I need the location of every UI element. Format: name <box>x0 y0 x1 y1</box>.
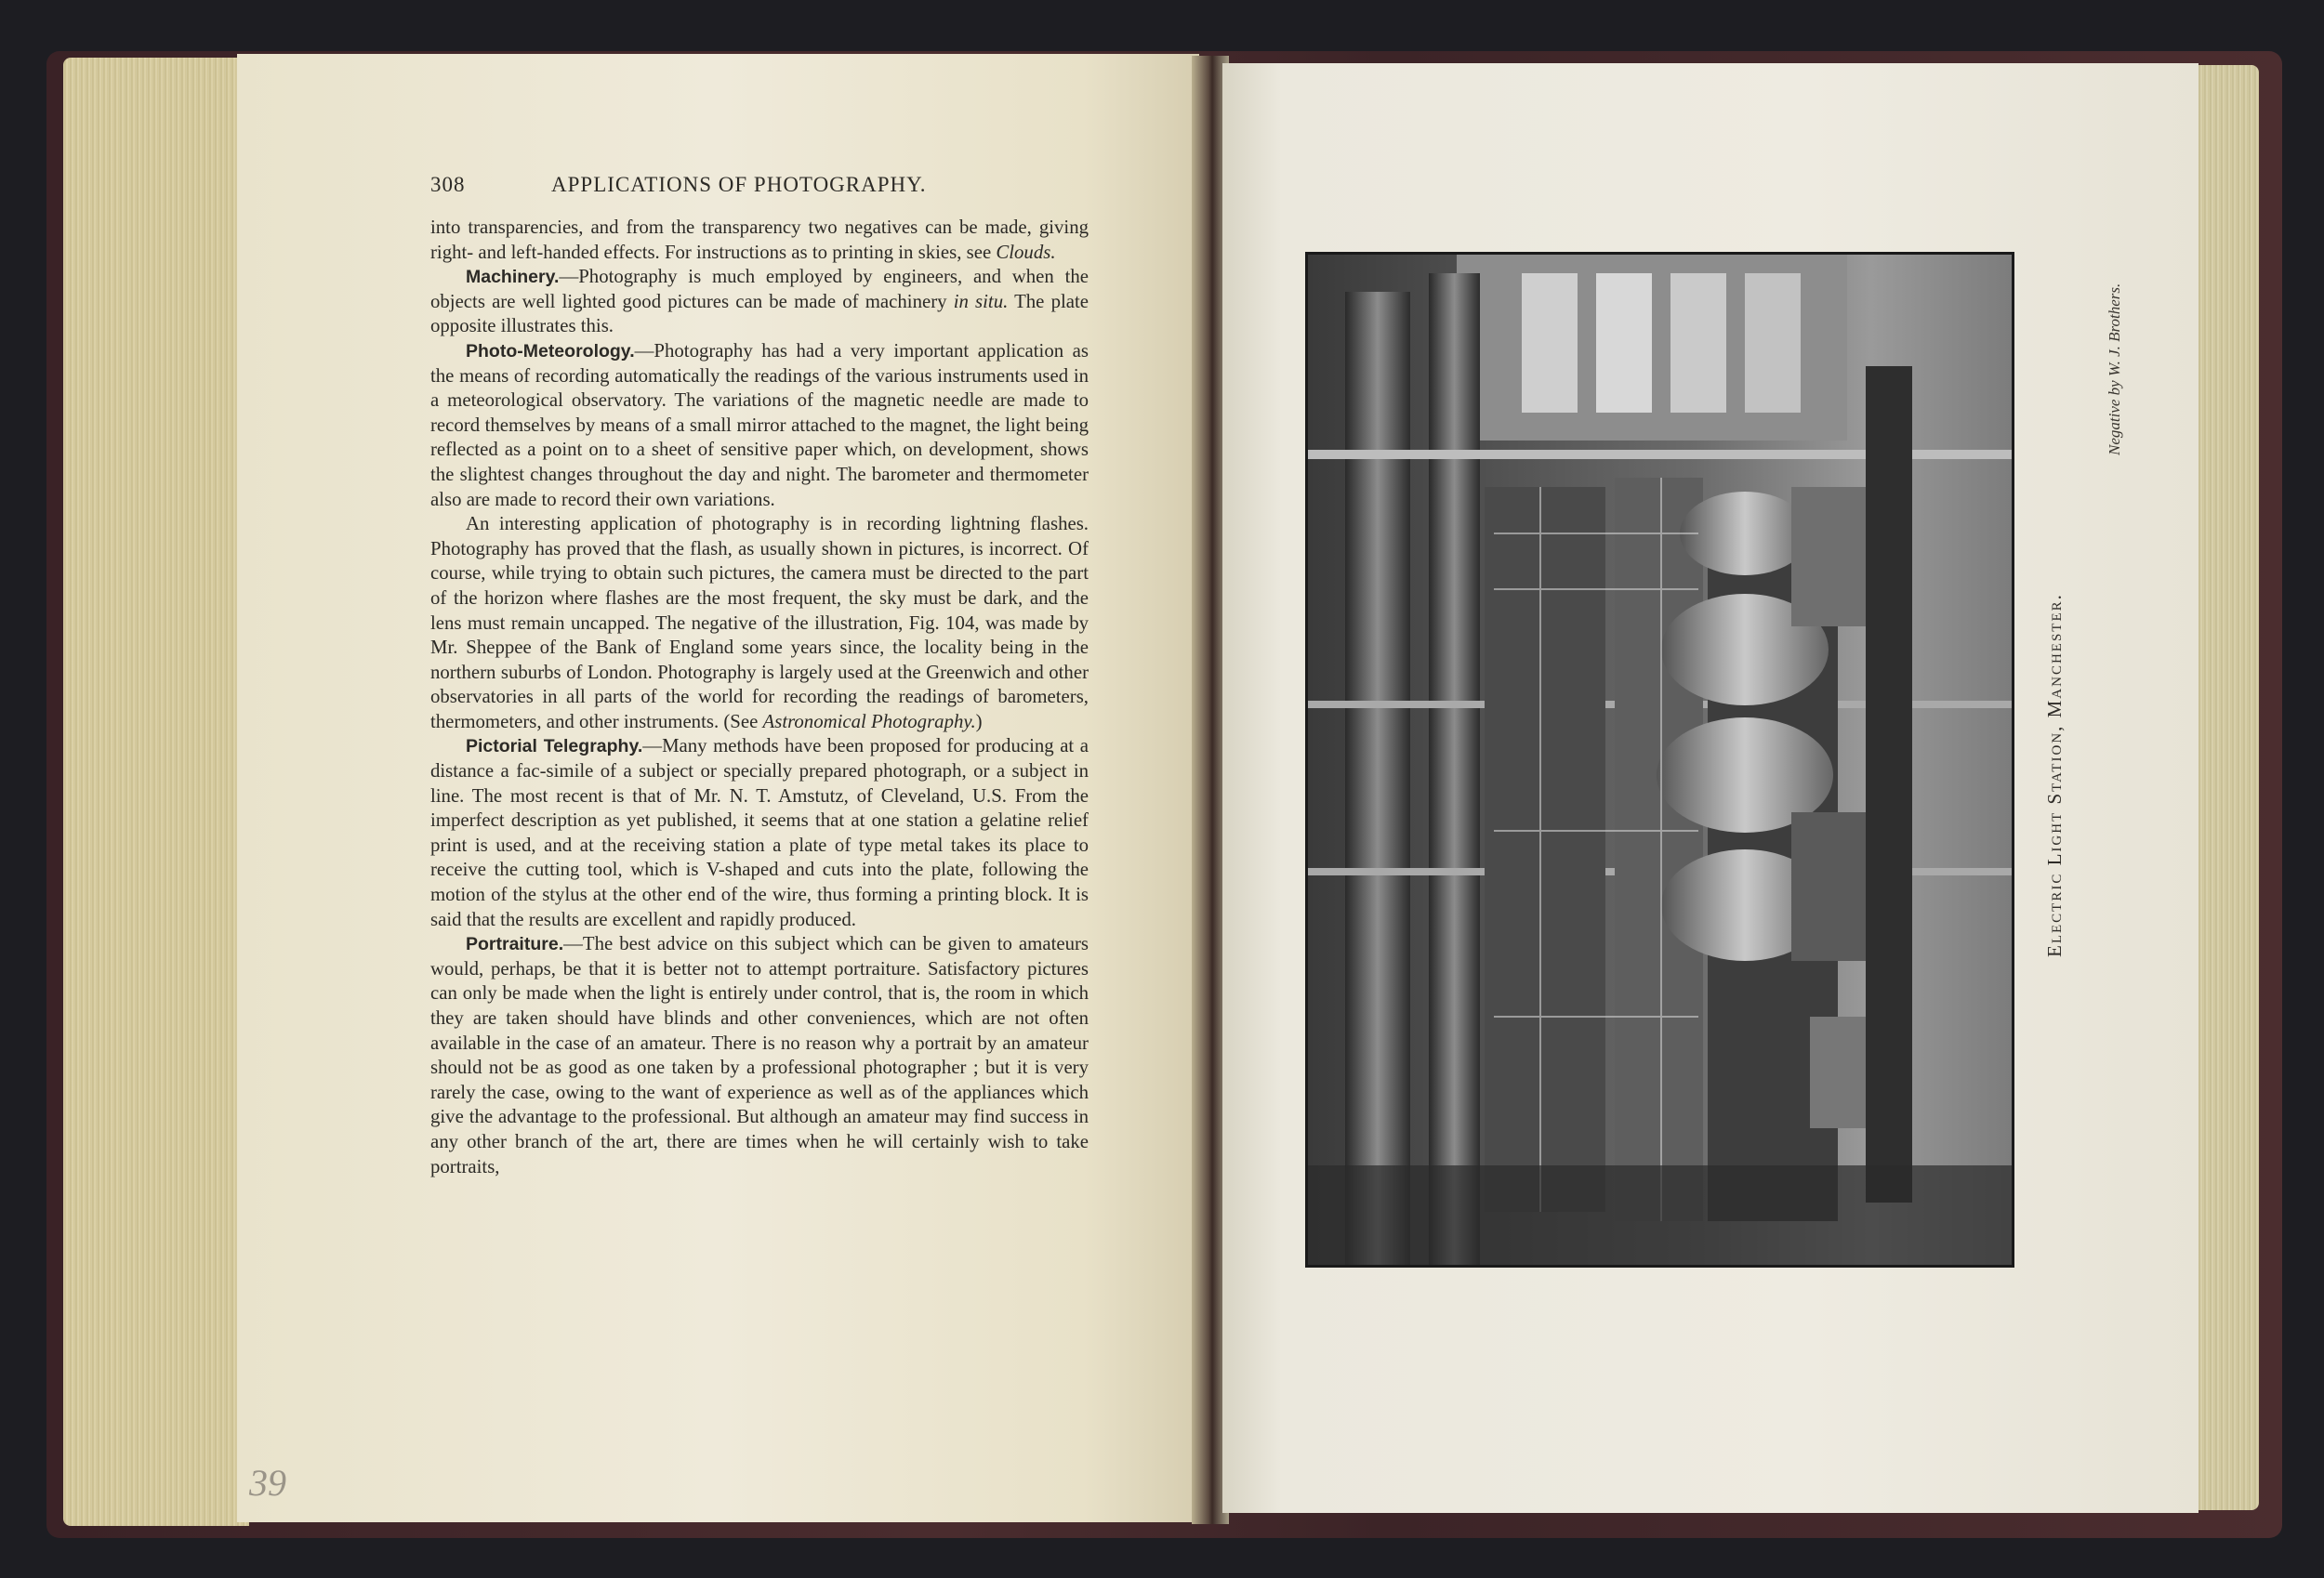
paragraph-machinery: Machinery.—Photography is much employed by engineers, and when the objects are well lighted good pictures can be made of machinery in situ. The plate opposite illustrates this. <box>430 266 1089 337</box>
italic-in-situ: in situ. <box>953 290 1009 312</box>
section-head-photo-meteorology: Photo-Meteorology. <box>466 340 635 362</box>
plate-caption: Electric Light Station, Manchester. <box>2043 593 2066 957</box>
pencil-mark: 39 <box>249 1462 286 1504</box>
paragraph-lightning: An interesting application of photography is in recording lightning flashes. Photography has proved that the flash, as usually shown in pictures, is incorrect. Of course, while trying to obtain such pictures, the camera must be directed to the part of the horizon where flashes are the most frequent, the sky must be dark, and the lens must remain uncapped. The negative of the illustration, Fig. 104, was made by Mr. Sheppee of the Bank of England some years since, the locality being in the northern suburbs of London. Photography is largely used at the Greenwich and other observatories in all parts of the world for recording the readings of barometers, thermometers, and other instruments. (See Astronomical Photography.) <box>430 513 1089 732</box>
section-head-machinery: Machinery. <box>466 267 560 288</box>
paragraph-pictorial-telegraphy: Pictorial Telegraphy.—Many methods have been proposed for producing at a distance a fac-simile of a subject or specially prepared photograph, or a subject in line. The most recent is that of Mr. N. T. Amstutz, of Cleveland, U.S. From the imperfect description as yet published, it seems that at one station a gelatine relief print is used, and at the receiving station a plate of type metal takes its place to receive the cutting tool, which is V-shaped and cuts into the plate, following the motion of the stylus at the other end of the wire, thus forming a printing block. It is said that the results are excellent and rapidly produced. <box>430 735 1089 930</box>
paragraph-photo-meteorology: Photo-Meteorology.—Photography has had a very important application as the means of recording automatically the readings of the various instruments used in a meteorological observatory. The variations of the magnetic needle are made to record themselves by means of a small mirror attached to the magnet, the light being reflected as a point on to a sheet of sensitive paper which, on development, shows the slightest changes throughout the day and night. The barometer and thermometer also are made to record their own variations. <box>430 339 1089 510</box>
plate-credit: Negative by W. J. Brothers. <box>2106 283 2123 455</box>
paragraph-transparencies: into transparencies, and from the transparency two negatives can be made, giving right- and left-handed effects. For instructions as to printing in skies, see Clouds. <box>430 217 1089 263</box>
running-head-title: APPLICATIONS OF PHOTOGRAPHY. <box>551 173 927 196</box>
section-head-pictorial-telegraphy: Pictorial Telegraphy. <box>466 736 643 757</box>
photo-plate-engine-room <box>1305 252 2014 1268</box>
italic-ref-astronomical: Astronomical Photography. <box>762 710 976 732</box>
page-number: 308 <box>430 173 466 196</box>
section-head-portraiture: Portraiture. <box>466 934 564 955</box>
body-text <box>430 216 1089 1179</box>
page-edges-left <box>63 58 249 1526</box>
paragraph-portraiture: Portraiture.—The best advice on this subject which can be given to amateurs would, perhaps, be that it is better not to attempt portraiture. Satisfactory pictures can only be made when the light is entirely under control, that is, the room in which they are taken should have blinds and other conveniences, which are not often available in the case of an amateur. There is no reason why a portrait by an amateur should not be as good as one taken by a professional photographer ; but it is very rarely the case, owing to the want of experience as well as of the appliances which give the advantage to the professional. But although an amateur may find success in any other branch of the art, there are times when he will certainly wish to take portraits, <box>430 933 1089 1177</box>
italic-ref-clouds: Clouds. <box>996 241 1056 263</box>
